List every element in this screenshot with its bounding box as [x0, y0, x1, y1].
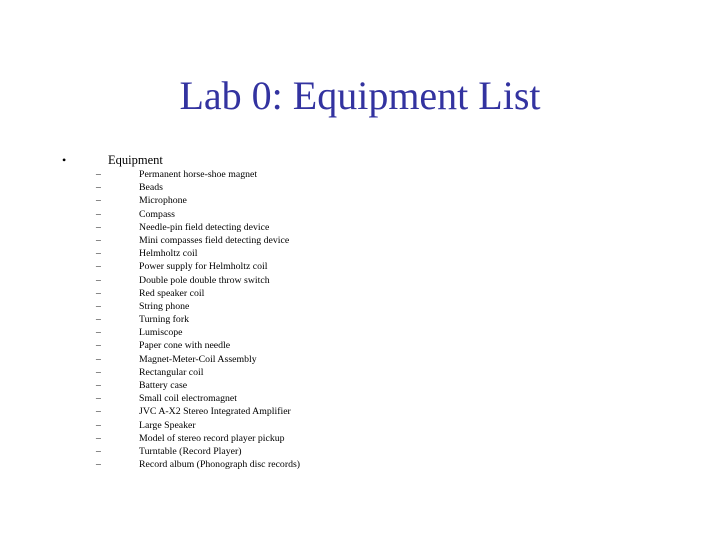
equipment-item [96, 445, 656, 458]
sub-bullet-marker: – [96, 445, 101, 457]
equipment-item [96, 260, 656, 273]
sub-bullet-marker: – [96, 195, 101, 207]
sub-bullet-marker: – [96, 459, 101, 471]
sub-bullet-marker: – [96, 406, 101, 418]
equipment-item [96, 247, 656, 260]
equipment-item-label: Paper cone with needle [139, 340, 231, 352]
equipment-item [96, 392, 656, 405]
equipment-item-label: String phone [139, 300, 190, 312]
equipment-item-label: JVC A-X2 Stereo Integrated Amplifier [139, 406, 291, 418]
equipment-item-label: Helmholtz coil [139, 248, 198, 260]
equipment-item [96, 274, 656, 287]
equipment-item-label: Record album (Phonograph disc records) [139, 459, 301, 471]
sub-bullet-marker: – [96, 393, 101, 405]
equipment-item-label: Beads [139, 182, 163, 194]
equipment-item [96, 339, 656, 352]
equipment-item [96, 194, 656, 207]
sub-bullet-marker: – [96, 169, 101, 180]
bullet-marker: • [62, 153, 67, 167]
equipment-item [96, 419, 656, 432]
sub-bullet-marker: – [96, 380, 101, 391]
equipment-item-label: Battery case [139, 380, 188, 391]
equipment-list [96, 168, 656, 471]
equipment-item [96, 313, 656, 326]
sub-bullet-marker: – [96, 314, 101, 326]
equipment-item-label: Microphone [139, 195, 187, 207]
equipment-item [96, 353, 656, 366]
sub-bullet-marker: – [96, 248, 101, 260]
equipment-item-label: Power supply for Helmholtz coil [139, 261, 268, 273]
sub-bullet-marker: – [96, 353, 101, 365]
equipment-item [96, 366, 656, 379]
slide-title: Lab 0: Equipment List [179, 73, 541, 118]
sub-bullet-marker: – [96, 221, 101, 233]
equipment-item-label: Compass [139, 208, 175, 220]
equipment-item-label: Needle-pin field detecting device [139, 221, 270, 233]
sub-bullet-marker: – [96, 327, 101, 339]
sub-bullet-marker: – [96, 287, 101, 299]
sub-bullet-marker: – [96, 300, 101, 312]
equipment-item-label: Lumiscope [139, 327, 183, 339]
equipment-item [96, 458, 656, 471]
equipment-item [96, 234, 656, 247]
sub-bullet-marker: – [96, 182, 101, 194]
sub-bullet-marker: – [96, 340, 101, 352]
equipment-item-label: Small coil electromagnet [139, 393, 237, 405]
equipment-item-label: Rectangular coil [139, 366, 204, 378]
equipment-item-label: Permanent horse-shoe magnet [139, 169, 258, 180]
equipment-item-label: Mini compasses field detecting device [139, 234, 290, 246]
sub-bullet-marker: – [96, 366, 101, 378]
section-heading: Equipment [108, 153, 163, 167]
equipment-item [96, 432, 656, 445]
equipment-item [96, 379, 656, 392]
equipment-item [96, 287, 656, 300]
equipment-bullet [62, 153, 662, 167]
sub-bullet-marker: – [96, 234, 101, 246]
equipment-item [96, 405, 656, 418]
equipment-item [96, 168, 656, 181]
equipment-item [96, 326, 656, 339]
sub-bullet-marker: – [96, 419, 101, 431]
equipment-item-label: Double pole double throw switch [139, 274, 270, 286]
sub-bullet-marker: – [96, 261, 101, 273]
equipment-item [96, 208, 656, 221]
equipment-item-label: Turning fork [139, 314, 189, 326]
sub-bullet-marker: – [96, 208, 101, 220]
equipment-item-label: Red speaker coil [139, 287, 205, 299]
equipment-item-label: Model of stereo record player pickup [139, 432, 285, 444]
equipment-item-label: Turntable (Record Player) [139, 445, 242, 457]
equipment-item [96, 221, 656, 234]
equipment-item [96, 181, 656, 194]
sub-bullet-marker: – [96, 432, 101, 444]
equipment-item-label: Magnet-Meter-Coil Assembly [139, 353, 257, 365]
sub-bullet-marker: – [96, 274, 101, 286]
equipment-item [96, 300, 656, 313]
equipment-item-label: Large Speaker [139, 419, 196, 431]
